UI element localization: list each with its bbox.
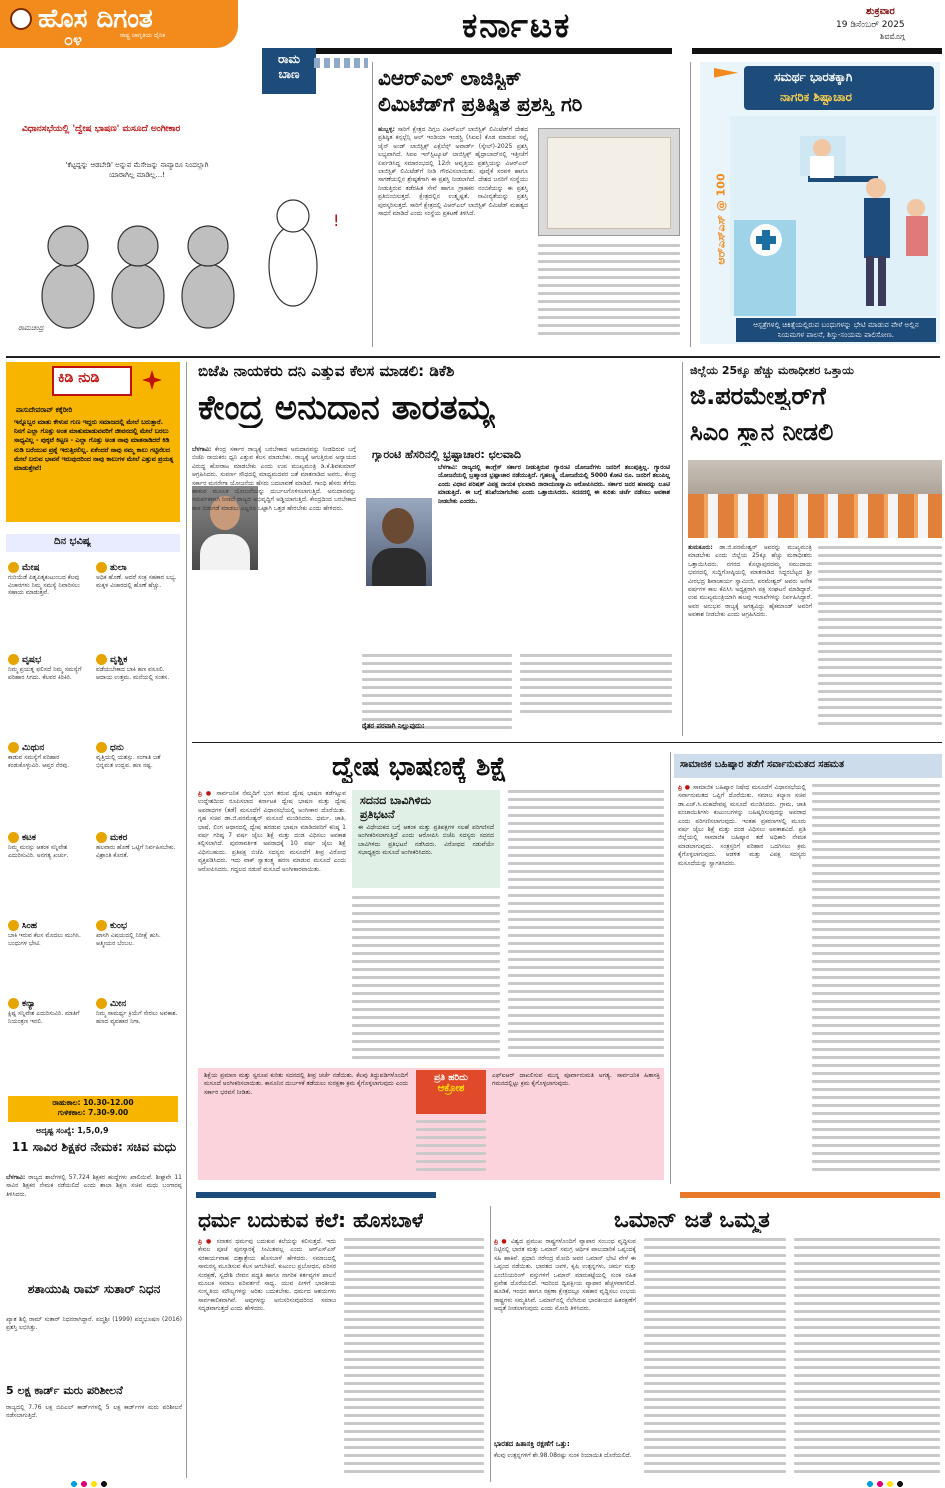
cartoon-speech: 'ಕೆಟ್ಟದ್ದನ್ನು ಆಡಬೇಡಿ' ಅನ್ನುವ ಮೆಸೇಜನ್ನು ನಾವ್ಯಾರೂ ನಿಂದಲ್ಲಾಗಿ ಯಾರಾಗಿಲ್ಲ ಮಾಡಿಲ್ಲ...! <box>65 161 209 179</box>
gulika: ಗುಳಿಕಕಾಲ: 7.30-9.00 <box>57 1108 129 1117</box>
sign-meena: ಮೀನ ನಿಮ್ಮ ಸಾಮರ್ಥ್ಯ ಕ್ರಿಯೆಗೆ ಸೇರಲು ಅವಕಾಶ. ಹಣದ ವ್ಯವಹಾರ ನಿಗಾ. <box>96 999 178 1025</box>
protest-box-text: ಈ ವಿಧೇಯಕದ ಬಗ್ಗೆ ಆತಂಕ ಮತ್ತು ಪ್ರತಿಪಕ್ಷಗಳ ಸಲಹೆ ಪರಿಗಣಿಸದೆ ಅಂಗೀಕರಿಸಲಾಗುತ್ತಿದೆ ಎಂದು ಆರೋಪಿಸಿ ಬಿಜೆಪಿ ಸದಸ್ಯರು ಸದನದ ಬಾವಿಗಿಳಿದು ಪ್ರತಿಭಟನೆ ನಡೆಸಿದರು. ವಿರೋಧದ ನಡುವೆಯೇ ಸಭಾಧ್ಯಕ್ಷರು ಮಸೂದೆ ಅಂಗೀಕರಿಸಿದರು. <box>358 824 494 857</box>
param-article <box>688 362 942 734</box>
hate-column-2 <box>352 896 500 1068</box>
arrow-icon <box>314 58 368 68</box>
cartoon-tag <box>262 48 316 94</box>
hate-body: ಪ್ರಿ ● ಸಾರ್ವಜನಿಕ ನೆಮ್ಮದಿಗೆ ಭಂಗ ತರುವ ದ್ವೇಷ ಭಾಷಣ ತಡೆಗಟ್ಟುವ ಉದ್ದೇಶದಿಂದ ರೂಪಿಸಲಾದ ಕರ್ನಾಟಕ ದ್ವೇಷ ಭಾಷಣ ಮತ್ತು ದ್ವೇಷ ಅಪರಾಧಗಳ (ತಡೆ) ಮಸೂದೆಗೆ ವಿಧಾನಸಭೆಯಲ್ಲಿ ಅಂಗೀಕಾರ ದೊರೆಯಿತು. ಗೃಹ ಸಚಿವ ಡಾ.ಜಿ.ಪರಮೇಶ್ವರ್ ಮಸೂದೆ ಮಂಡಿಸಿದರು. ಧರ್ಮ, ಜಾತಿ, ಭಾಷೆ, ಲಿಂಗ ಆಧಾರದಲ್ಲಿ ದ್ವೇಷ ಹರಡುವ ಭಾಷಣ ಮಾಡಿದವರಿಗೆ ಕನಿಷ್ಠ 1 ವರ್ಷ ಗರಿಷ್ಠ 7 ವರ್ಷ ಜೈಲು ಶಿಕ್ಷೆ ಮತ್ತು ದಂಡ ವಿಧಿಸಲು ಅವಕಾಶ ಕಲ್ಪಿಸಲಾಗಿದೆ. ಪುನರಾವರ್ತಿತ ಅಪರಾಧಕ್ಕೆ 10 ವರ್ಷ ಜೈಲು ಶಿಕ್ಷೆ ವಿಧಿಸಬಹುದು. ಪ್ರತಿಪಕ್ಷ ಬಿಜೆಪಿ ಸದಸ್ಯರು ಮಸೂದೆಗೆ ತೀವ್ರ ವಿರೋಧ ವ್ಯಕ್ತಪಡಿಸಿದರು. ಇದು ವಾಕ್ ಸ್ವಾತಂತ್ರ್ಯ ಹರಣ ಮಾಡುವ ಮಸೂದೆ ಎಂದು ಆರೋಪಿಸಿದರು. ಗದ್ದಲದ ನಡುವೆ ಮಸೂದೆ ಅಂಗೀಕಾರವಾಯಿತು. <box>198 790 346 873</box>
oman-headline: ಒಮಾನ್ ಜತೆ ಒಮ್ಮತ <box>614 1208 770 1233</box>
param-headline-1: ಜಿ.ಪರಮೇಶ್ವರ್‌ಗೆ <box>690 382 826 410</box>
social-headline: ಸಾಮಾಜಿಕ ಬಹಿಷ್ಕಾರ ತಡೆಗೆ ಸರ್ವಾನುಮತದ ಸಹಮತ <box>680 759 844 770</box>
paper-name: ಹೊಸ ದಿಗಂತ <box>38 4 153 34</box>
param-headline-2: ಸಿಎಂ ಸ್ಥಾನ ನೀಡಲಿ <box>690 418 834 446</box>
kidi-author: ವಾಸುದೇವರಾವ್ ಕಕ್ಕೆರೀರಿ <box>16 406 73 414</box>
protest-box-title-2: ಪ್ರತಿಭಟನೆ <box>360 808 395 821</box>
dharma-column-2 <box>344 1238 484 1482</box>
obituary-text: ಖ್ಯಾತ ಶಿಲ್ಪಿ ರಾಮ್ ಸುತಾರ್ ನಿಧನರಾಗಿದ್ದಾರೆ. ಪದ್ಮಶ್ರೀ (1999) ಪದ್ಮಭೂಷಣ (2016) ಪ್ರಶಸ್ತಿ ಲಭಿಸಿತ್ತು. <box>6 1316 182 1332</box>
award-certificate-image <box>538 128 680 236</box>
sign-kumbha: ಕುಂಭ ಖಾಸಗಿ ವಿಷಯದಲ್ಲಿ ನಿರೀಕ್ಷೆ ಹುಸಿ. ಆತ್ಮೀಯರ ಬೆಂಬಲ. <box>96 921 161 947</box>
param-column-2 <box>818 546 942 732</box>
svg-text:!: ! <box>333 211 340 230</box>
hospital-scene <box>730 116 936 316</box>
masthead <box>0 0 945 55</box>
chalavadi-photo <box>366 498 432 586</box>
obituary-article <box>6 1282 182 1380</box>
pink-box-sub: ಎಫ್‌ಐಆರ್ ದಾಖಲಿಸುವ ಮುನ್ನ ಪೂರ್ವಾನುಮತಿ ಅಗತ್ಯ. ಸಾರ್ವಜನಿಕ ಹಿತಾಸಕ್ತಿ ಗಮನದಲ್ಲಿಟ್ಟು ಕ್ರಮ ಕೈಗೊಳ್ಳಲಾಗುವುದು. <box>492 1072 660 1088</box>
social-body: ಪ್ರಿ ● ಸಾಮಾಜಿಕ ಬಹಿಷ್ಕಾರ ನಿಷೇಧ ಮಸೂದೆಗೆ ವಿಧಾನಸಭೆಯಲ್ಲಿ ಸರ್ವಾನುಮತದ ಒಪ್ಪಿಗೆ ದೊರೆಯಿತು. ಸಮಾಜ ಕಲ್ಯಾಣ ಸಚಿವ ಡಾ.ಎಚ್.ಸಿ.ಮಹದೇವಪ್ಪ ಮಸೂದೆ ಮಂಡಿಸಿದರು. ಗ್ರಾಮ, ಜಾತಿ ಪಂಚಾಯಿತಿಗಳು ಕುಟುಂಬಗಳನ್ನು ಬಹಿಷ್ಕರಿಸುವುದನ್ನು ಅಪರಾಧ ಎಂದು ಪರಿಗಣಿಸಲಾಗುವುದು. ಇಂತಹ ಪ್ರಕರಣಗಳಲ್ಲಿ ಮೂರು ವರ್ಷ ಜೈಲು ಶಿಕ್ಷೆ ಮತ್ತು ದಂಡ ವಿಧಿಸಲು ಅವಕಾಶವಿದೆ. ಪ್ರತಿ ಜಿಲ್ಲೆಯಲ್ಲಿ ಸಾಮಾಜಿಕ ಬಹಿಷ್ಕಾರ ತಡೆ ಅಧಿಕಾರಿ ನೇಮಕ ಮಾಡಲಾಗುವುದು. ಸಂತ್ರಸ್ತರಿಗೆ ಪರಿಹಾರ ಒದಗಿಸಲು ಕ್ರಮ ಕೈಗೊಳ್ಳಲಾಗುವುದು. ಆಡಳಿತ ಮತ್ತು ವಿಪಕ್ಷ ಸದಸ್ಯರು ಮಸೂದೆಯನ್ನು ಸ್ವಾಗತಿಸಿದರು. <box>678 784 806 867</box>
social-column-2 <box>812 784 940 1180</box>
dharma-headline: ಧರ್ಮ ಬದುಕುವ ಕಲೆ: ಹೊಸಬಾಳೆ <box>198 1208 424 1232</box>
protest-badge <box>416 1070 486 1114</box>
hate-article <box>192 748 666 1184</box>
sign-mesha: ಮೇಷ ಗುರಿಯೆಡೆ ಪಿತೃಪಿತೃಕುಟುಂಬದ ಕೆಲವು ವಿಚಾರಗಳು ನಿಮ್ಮ ಸಮಸ್ಯೆ ನಿವಾರಿಸಲು ಸಹಾಯ ಮಾಡುತ್ತವೆ. <box>8 563 80 597</box>
simha-icon <box>8 920 19 931</box>
kanya-icon <box>8 998 19 1009</box>
logistics-body <box>378 126 528 344</box>
oman-column-2 <box>644 1238 786 1482</box>
ad-title-2: ನಾಗರಿಕ ಶಿಷ್ಟಾಚಾರ <box>780 90 852 104</box>
kidi-text: ಇನ್ನೊಬ್ಬರ ಮಾತು ಕೇಳುವ ಗುಣ ಇದ್ದರು ಸಮಾಜದಲ್ಲಿ ಮೇಲೆ ಬರುತ್ತಾರೆ. ನಿನಗೆ ಎಲ್ಲಾ ಗೊತ್ತು ಅಂತ ಮಾತುಮಾಡುವವರಿಗೆ ಜೀವನದಲ್ಲಿ ಮೇಲೆ ಬರಲು ಸಾಧ್ಯವಿಲ್ಲ - ಪುಕ್ಕಟೆ ಕಿಟ್ಟಣ - ಎಲ್ಲಾ ಗೊತ್ತು ಅಂತ ನಾವು ಮಾತನಾಡಿದರೆ ಕಿಡಿ ನುಡಿ ಬರೆಯುವ ಪ್ರಶ್ನೆ ಇರುತ್ತಿರಲಿಲ್ಲ. ಏಕೆಂದರೆ ನಾವು ನಮ್ಮ ಕಾಲು ಗಟ್ಟಿನೆಲದ ಮೇಲೆ ಬರುವ ಭಾವನೆ ಇರುವುದರಿಂದ ನಾವು ಕಾಲುಗಳ ಮೇಲೆ ಎತ್ತುವ ಪ್ರಯತ್ನ ಮಾಡುತ್ತೇವೆ! <box>14 418 174 473</box>
ration-headline: 5 ಲಕ್ಷ ಕಾರ್ಡ್ ಮರು ಪರಿಶೀಲನೆ <box>6 1384 123 1397</box>
sign-tula: ತುಲಾ ಅಧಿಕ ಹೊಣೆ. ಆದರೆ ಸಂಕ್ರ ಸಹಕಾರ ಲಭ್ಯ. ಮಕ್ಕಳ ವಿಚಾರದಲ್ಲಿ ಹೊಣೆ ಹೆಚ್ಚು. <box>96 563 177 589</box>
rahukala-box <box>8 1096 178 1122</box>
seers-photo <box>688 460 942 538</box>
grant-pull-label: ರೈತರ ಪರವಾಗಿ ನಿಲ್ಲುವುದು: <box>362 722 425 730</box>
section-underline <box>262 48 672 54</box>
horoscope-title: ದಿನ ಭವಿಷ್ಯ <box>54 536 91 547</box>
logistics-article <box>378 66 686 346</box>
oman-stat: ಕೆಲವು ಉತ್ಪನ್ನಗಳಿಗೆ ಶೇ.98.08ರಷ್ಟು ಸುಂಕ ರಿಯಾಯಿತಿ ದೊರೆಯಲಿದೆ. <box>494 1452 632 1459</box>
ration-article <box>6 1384 182 1482</box>
flag-icon <box>714 68 738 84</box>
lucky-number: ಅದೃಷ್ಟ ಸಂಖ್ಯೆ: 1,5,0,9 <box>36 1126 109 1135</box>
oman-column-3 <box>794 1238 940 1482</box>
hate-headline: ದ್ವೇಷ ಭಾಷಣಕ್ಕೆ ಶಿಕ್ಷೆ <box>332 752 508 782</box>
section-underline-2 <box>692 48 942 54</box>
vrishchika-icon <box>96 654 107 665</box>
city: ಶಿವಮೊಗ್ಗ <box>880 32 905 41</box>
protest-badge-2: ಆಕ್ರೋಶ <box>437 1083 465 1094</box>
civic-ad <box>700 62 940 344</box>
sign-vrishchika: ವೃಶ್ಚಿಕ ಪಡೆಯಬೇಕಾದ ಬಾಕಿ ಹಣ ವಸೂಲಿ. ಆದಾಯ ಉತ್ತಮ. ಮನೆಯಲ್ಲಿ ಸಂತಸ. <box>96 655 170 681</box>
ad-title-1: ಸಮರ್ಥ ಭಾರತಕ್ಕಾಗಿ <box>774 70 853 84</box>
cartoon-tag-line1: ರಾಮ <box>278 52 300 66</box>
oman-subhead: ಭಾರತದ ಹಿತಾಸಕ್ತಿ ರಕ್ಷಣೆಗೆ ಒತ್ತು: <box>494 1440 570 1448</box>
kumbha-icon <box>96 920 107 931</box>
print-registration-marks-right <box>866 1480 926 1488</box>
pink-box <box>198 1068 664 1180</box>
vrishabha-icon <box>8 654 19 665</box>
pink-box-text: ಶಿಕ್ಷೆಯ ಪ್ರಮಾಣ ಮತ್ತು ಸ್ವರೂಪ ಕುರಿತು ಸದನದಲ್ಲಿ ತೀವ್ರ ಚರ್ಚೆ ನಡೆಯಿತು. ಕೆಲವು ತಿದ್ದುಪಡಿಗಳೊಂದಿಗೆ ಮಸೂದೆ ಅಂಗೀಕರಿಸಲಾಯಿತು. ಕಾನೂನಿನ ದುರ್ಬಳಕೆ ತಡೆಯಲು ಸುರಕ್ಷತಾ ಕ್ರಮ ಕೈಗೊಳ್ಳಲಾಗುವುದು ಎಂದು ಸರ್ಕಾರ ಭರವಸೆ ನೀಡಿತು. <box>204 1072 408 1096</box>
protest-badge-1: ಪ್ರತಿ ಹರಿದು <box>434 1073 468 1083</box>
social-article <box>674 752 942 1184</box>
protest-box-title-1: ಸದನದ ಬಾವಿಗಿಳಿದು <box>360 794 432 807</box>
ad-body: ಆಸ್ಪತ್ರೆಗಳಲ್ಲಿ ಚಿಕಿತ್ಸೆಯಲ್ಲಿರುವ ಬಂಧುಗಳನ್ನು ಭೇಟಿ ಮಾಡುವ ವೇಳೆ ಅಲ್ಲಿನ ನಿಯಮಗಳ ಪಾಲನೆ, ಶಿಸ್ತು-ಸಂಯಮ ಪಾಲಿಸೋಣ. <box>736 318 936 342</box>
section-title: ಕರ್ನಾಟಕ <box>462 6 572 46</box>
logo-emblem-icon <box>10 8 32 30</box>
mithuna-icon <box>8 742 19 753</box>
cartoon-tag-line2: ಬಾಣ <box>278 67 300 81</box>
divider-gray <box>196 1192 436 1198</box>
pink-box-lines <box>416 1120 486 1176</box>
makara-icon <box>96 832 107 843</box>
guarantee-headline: ಗ್ಯಾರಂಟಿ ಹೆಸರಿನಲ್ಲಿ ಭ್ರಷ್ಟಾಚಾರ: ಛಲವಾದಿ <box>372 448 521 461</box>
day: ಶುಕ್ರವಾರ <box>866 6 895 17</box>
cartoon-artist: ರಾಮಚಂದ್ರ <box>18 324 44 332</box>
sign-kanya: ಕನ್ಯಾ ಕ್ಲಿಷ್ಟ ಸನ್ನಿವೇಶ ಎದುರಿಸುವಿರಿ. ಮಾತಿಗೆ ನಿಯಂತ್ರಣ ಇರಲಿ. <box>8 999 80 1025</box>
grant-kicker: ಬಿಜೆಪಿ ನಾಯಕರು ದನಿ ಎತ್ತುವ ಕೆಲಸ ಮಾಡಲಿ: ಡಿಕೆಶಿ <box>198 362 455 380</box>
grant-article <box>192 362 676 734</box>
cartoon-caption: ವಿಧಾನಸಭೆಯಲ್ಲಿ 'ದ್ವೇಷ ಭಾಷಣ' ಮಸೂದೆ ಅಂಗೀಕಾರ <box>22 124 181 134</box>
param-kicker: ಜಿಲ್ಲೆಯ 25ಕ್ಕೂ ಹೆಚ್ಚು ಮಠಾಧೀಶರ ಒತ್ತಾಯ <box>690 364 854 377</box>
logistics-dateline: ಹುಬ್ಬಳ್ಳಿ: <box>378 126 395 133</box>
kataka-icon <box>8 832 19 843</box>
logistics-headline-2: ಲಿಮಿಟೆಡ್‌ಗೆ ಪ್ರತಿಷ್ಠಿತ ಪ್ರಶಸ್ತಿ ಗರಿ <box>378 92 583 116</box>
teachers-body: ಬೆಳಗಾವಿ: ರಾಜ್ಯದ ಶಾಲೆಗಳಲ್ಲಿ 57,724 ಶಿಕ್ಷಕರ ಹುದ್ದೆಗಳು ಖಾಲಿಯಿವೆ. ಶೀಘ್ರವೇ 11 ಸಾವಿರ ಶಿಕ್ಷಕರ ನೇಮಕ ನಡೆಯಲಿದೆ ಎಂದು ಶಾಲಾ ಶಿಕ್ಷಣ ಸಚಿವ ಮಧು ಬಂಗಾರಪ್ಪ ತಿಳಿಸಿದರು. <box>6 1174 182 1198</box>
grant-column-3 <box>520 654 672 722</box>
cartoon-drawing <box>18 196 358 336</box>
sign-simha: ಸಿಂಹ ಬಾಕಿ ಇರುವ ಕೆಲಸ ಮೊದಲು ಮುಗಿಸಿ. ಬಂಧುಗಳ ಭೇಟಿ. <box>8 921 81 947</box>
teachers-article <box>6 1140 182 1220</box>
print-registration-marks <box>70 1480 130 1488</box>
logistics-column-2 <box>538 244 680 344</box>
sign-kataka: ಕಟಕ ನಿಮ್ಮ ಮನಸ್ಸು ಆತಂಕ ಸನ್ನಿವೇಶ ಎದುರಿಸುವಿರಿ. ಅನಗತ್ಯ ಖರ್ಚು. <box>8 833 69 859</box>
kidi-box <box>6 362 180 522</box>
obituary-headline: ಶತಾಯುಷಿ ರಾಮ್ ಸುತಾರ್ ನಿಧನ <box>27 1282 161 1296</box>
ration-text: ರಾಜ್ಯದಲ್ಲಿ 7.76 ಲಕ್ಷ ಬಿಪಿಎಲ್ ಕಾರ್ಡ್‌ಗಳಲ್ಲಿ 5 ಲಕ್ಷ ಕಾರ್ಡ್‌ಗಳ ಮರು ಪರಿಶೀಲನೆ ನಡೆಸಲಾಗುತ್ತಿದೆ. <box>6 1404 182 1420</box>
camera-photo: ಪ್ರಿ ● <box>198 790 213 797</box>
ad-side-text: ಆರ್‌ಎಸ್‌ಎಸ್ @ 100 <box>714 173 728 265</box>
guarantee-body: ಬೆಳಗಾವಿ: ರಾಜ್ಯದಲ್ಲಿ ಕಾಂಗ್ರೆಸ್ ಸರ್ಕಾರ ನೀಡುತ್ತಿರುವ ಗ್ಯಾರಂಟಿ ಯೋಜನೆಗಳು ಜನರಿಗೆ ತಲುಪುತ್ತಿಲ್ಲ. ಗ್ಯಾರಂಟಿ ಯೋಜನೆಯಲ್ಲಿ ಬ್ರಹ್ಮಾಂಡ ಭ್ರಷ್ಟಾಚಾರ ನಡೆಯುತ್ತಿದೆ. ಗೃಹಲಕ್ಷ್ಮಿ ಯೋಜನೆಯಲ್ಲಿ 5000 ಕೋಟಿ ರೂ. ಜನರಿಗೆ ತಲುಪಿಲ್ಲ ಎಂದು ವಿಧಾನ ಪರಿಷತ್ ವಿಪಕ್ಷ ನಾಯಕ ಛಲವಾದಿ ನಾರಾಯಣಸ್ವಾಮಿ ಆರೋಪಿಸಿದರು. ಸರ್ಕಾರ ಜನರ ಹಣವನ್ನು ಲೂಟಿ ಮಾಡುತ್ತಿದೆ. ಈ ಬಗ್ಗೆ ತನಿಖೆಯಾಗಬೇಕು ಎಂದು ಒತ್ತಾಯಿಸಿದರು. ಸದನದಲ್ಲಿ ಈ ಕುರಿತು ಚರ್ಚೆ ನಡೆಸಲು ಅವಕಾಶ ನೀಡಬೇಕು ಎಂದರು. <box>438 464 670 505</box>
cartoon-panel <box>8 100 368 340</box>
sign-dhanu: ಧನು ವೃತ್ತಿಯಲ್ಲಿ ಯಶಸ್ಸು. ಸಂಗಾತಿ ಜತೆ ಭಿನ್ನಮತ ಉದ್ಭವ. ಹಣ ನಷ್ಟ. <box>96 743 161 769</box>
paper-tagline: ರಾಷ್ಟ್ರ ಜಾಗೃತಿಯ ದೈನಿಕ <box>120 32 166 39</box>
date: 19 ಡಿಸೆಂಬರ್ 2025 <box>836 20 905 30</box>
spark-icon <box>142 370 162 390</box>
sign-makara: ಮಕರ ಹಲವಾರು ಹೊಣೆ ಒಟ್ಟಿಗೆ ನಿರ್ವಹಿಸಬೇಕು. ವಿಶ್ರಾಂತಿ ಕೊರತೆ. <box>96 833 176 859</box>
divider-orange <box>680 1192 940 1198</box>
meena-icon <box>96 998 107 1009</box>
protest-box <box>352 790 500 888</box>
guarantee-box <box>362 446 674 646</box>
oman-article <box>494 1204 942 1484</box>
mesha-icon <box>8 562 19 573</box>
kidi-title: ಕಿಡಿ ನುಡಿ <box>58 370 100 386</box>
sign-vrishabha: ವೃಷಭ ನಿಮ್ಮ ಪ್ರಯತ್ನ ಫಲಿಸದೆ ನಿಮ್ಮ ಸಮಸ್ಯೆಗೆ ಪರಿಹಾರ ಸಿಗದು. ಕೆಲವರ ಕಿರಿಕಿರಿ. <box>8 655 82 681</box>
grant-column-2 <box>362 654 512 732</box>
rahukala: ರಾಹುಕಾಲ: 10.30-12.00 <box>52 1098 134 1107</box>
grant-headline: ಕೇಂದ್ರ ಅನುದಾನ ತಾರತಮ್ಯ <box>198 388 495 428</box>
dharma-article <box>192 1204 488 1484</box>
dhanu-icon <box>96 742 107 753</box>
logistics-headline-1: ವಿಆರ್‌ಎಲ್ ಲಾಜಿಸ್ಟಿಕ್ <box>378 66 522 90</box>
hate-column-3 <box>508 790 664 1068</box>
oman-body: ಪ್ರಿ ● ವಿಶ್ವದ ಪ್ರಮುಖ ರಾಷ್ಟ್ರಗಳೊಂದಿಗೆ ವ್ಯಾಪಾರ ಸಂಬಂಧ ವೃದ್ಧಿಸುವ ನಿಟ್ಟಿನಲ್ಲಿ ಭಾರತ ಮತ್ತು ಒಮಾನ್ ಸಮಗ್ರ ಆರ್ಥಿಕ ಪಾಲುದಾರಿಕೆ ಒಪ್ಪಂದಕ್ಕೆ ಸಹಿ ಹಾಕಿವೆ. ಪ್ರಧಾನಿ ನರೇಂದ್ರ ಮೋದಿ ಅವರ ಒಮಾನ್ ಭೇಟಿ ವೇಳೆ ಈ ಒಪ್ಪಂದ ನಡೆಯಿತು. ಭಾರತದ ಜವಳಿ, ಕೃಷಿ ಉತ್ಪನ್ನಗಳು, ಚರ್ಮ ಮತ್ತು ಎಂಜಿನಿಯರಿಂಗ್ ವಸ್ತುಗಳಿಗೆ ಒಮಾನ್ ಮಾರುಕಟ್ಟೆಯಲ್ಲಿ ಸುಂಕ ರಹಿತ ಪ್ರವೇಶ ದೊರೆಯಲಿದೆ. ಇದರಿಂದ ದ್ವಿಪಕ್ಷೀಯ ವ್ಯಾಪಾರ ಹೆಚ್ಚಳವಾಗಲಿದೆ. ಹೂಡಿಕೆ, ಇಂಧನ ಹಾಗೂ ರಕ್ಷಣಾ ಕ್ಷೇತ್ರದಲ್ಲೂ ಸಹಕಾರ ವೃದ್ಧಿಸಲು ಉಭಯ ರಾಷ್ಟ್ರಗಳು ಸಮ್ಮತಿಸಿವೆ. ಒಮಾನ್‌ನಲ್ಲಿ ನೆಲೆಸಿರುವ ಭಾರತೀಯರ ಹಿತರಕ್ಷಣೆಗೆ ಆದ್ಯತೆ ನೀಡಲಾಗುವುದು ಎಂದು ಮೋದಿ ತಿಳಿಸಿದರು. <box>494 1238 636 1313</box>
dharma-body: ಪ್ರಿ ● ಸನಾತನ ಧರ್ಮವು ಬದುಕುವ ಕಲೆಯನ್ನು ಕಲಿಸುತ್ತದೆ. ಇದು ಕೇವಲ ಪೂಜೆ ಪುನಸ್ಕಾರಕ್ಕೆ ಸೀಮಿತವಲ್ಲ ಎಂದು ಆರ್‌ಎಸ್‌ಎಸ್ ಸರಕಾರ್ಯವಾಹ ದತ್ತಾತ್ರೇಯ ಹೊಸಬಾಳೆ ಹೇಳಿದರು. ಸಮಾಜದಲ್ಲಿ ಸಾಮರಸ್ಯ ಮೂಡಿಸುವ ಕೆಲಸ ಆಗಬೇಕಿದೆ. ಕುಟುಂಬ ಪ್ರಬೋಧನ, ಪರಿಸರ ಸಂರಕ್ಷಣೆ, ಸ್ವದೇಶಿ ಜೀವನ ಪದ್ಧತಿ ಹಾಗೂ ನಾಗರಿಕ ಕರ್ತವ್ಯಗಳ ಪಾಲನೆ ಮೂಲಕ ಸಮಾಜ ಪರಿವರ್ತನೆ ಸಾಧ್ಯ. ಯುವ ಪೀಳಿಗೆ ಭಾರತೀಯ ಸಂಸ್ಕೃತಿಯ ಮೌಲ್ಯಗಳನ್ನು ಅರಿತು ಬದುಕಬೇಕು. ಧರ್ಮದ ಆಶಯಗಳು ಸಾರ್ವಕಾಲಿಕವಾಗಿವೆ. ಅವುಗಳನ್ನು ಅನುಸರಿಸುವುದರಿಂದ ಸಮಾಜ ಸದೃಢವಾಗುತ್ತದೆ ಎಂದು ಹೇಳಿದರು. <box>198 1238 336 1313</box>
logistics-text: ಸಾರಿಗೆ ಕ್ಷೇತ್ರದ ದಿಗ್ಗಜ ವಿಆರ್‌ಎಲ್ ಲಾಜಿಸ್ಟಿಕ್ ಲಿಮಿಟೆಡ್‌ಗೆ ದೇಶದ ಪ್ರತಿಷ್ಠಿತ ಕನ್ಸಲ್ಟೆನ್ಸಿ ಆಲ್ ಇಂಡಿಯಾ ಇಂಡಸ್ಟ್ರಿ (ಸಿಐಐ) ಕೊಡ ಮಾಡುವ ಸಪ್ಲೈ ಚೈನ್ ಅಂಡ್ ಲಾಜಿಸ್ಟಿಕ್ಸ್ ಎಕ್ಸೆಲೆನ್ಸ್ ಅವಾರ್ಡ್ (ಸ್ಕೇಲ್)-2025 ಪ್ರಶಸ್ತಿ ಲಭ್ಯವಾಗಿದೆ. ಸಿಐಐ ಇನ್‌ಸ್ಟಿಟ್ಯೂಟ್ ಲಾಜಿಸ್ಟಿಕ್ಸ್ ಹೈದ್ರಾಬಾದ್‌ನಲ್ಲಿ ಇತ್ತೀಚೆಗೆ ಏರ್ಪಡಿಸಿದ್ದ ಸಮಾರಂಭದಲ್ಲಿ 12ನೇ ಆವೃತ್ತಿಯ ಪ್ರಶಸ್ತಿಯನ್ನು ವಿಆರ್‌ಎಲ್ ಲಾಜಿಸ್ಟಿಕ್ ಲಿಮಿಟೆಡ್‌ಗೆ ನೀಡಿ ಗೌರವಿಸಲಾಯಿತು. ಪೂರೈಕೆ ಸರಪಳಿ ಹಾಗೂ ಸಾಗಣೆಯಲ್ಲಿನ ಶ್ರೇಷ್ಠತೆಗಾಗಿ ಈ ಪ್ರಶಸ್ತಿ ನೀಡಲಾಗಿದೆ. ದೇಶದ ಜನರಿಗೆ ಸಂಸ್ಥೆಯು ನೀಡುತ್ತಿರುವ ತಡೆರಹಿತ ಸೇವೆ ಹಾಗೂ ಗ್ರಾಹಕರ ನಂಬಿಕೆಯನ್ನು ಈ ಪ್ರಶಸ್ತಿ ಪ್ರತಿಬಿಂಬಿಸುತ್ತದೆ. ಕ್ಷೇತ್ರದಲ್ಲಿನ ಉತ್ಕೃಷ್ಟತೆ, ನಾವೀನ್ಯತೆಯನ್ನು ಪ್ರಶಸ್ತಿ ಪುರಸ್ಕರಿಸುತ್ತದೆ. ಸಾರಿಗೆ ಕ್ಷೇತ್ರದಲ್ಲಿ ವಿಆರ್‌ಎಲ್ ಲಾಜಿಸ್ಟಿಕ್ ಲಿಮಿಟೆಡ್ ಮಹತ್ವದ ಸಾಧನೆ ಮಾಡಿದೆ ಎಂದು ಸಂಸ್ಥೆಯ ಪ್ರಕಟಣೆ ತಿಳಿಸಿದೆ. <box>378 126 528 218</box>
page-number: ೦೪ <box>64 30 82 49</box>
teachers-headline: 11 ಸಾವಿರ ಶಿಕ್ಷಕರ ನೇಮಕ: ಸಚಿವ ಮಧು <box>11 1140 177 1154</box>
tula-icon <box>96 562 107 573</box>
grant-body: ಬೆಳಗಾವಿ: ಕೇಂದ್ರ ಸರ್ಕಾರ ರಾಜ್ಯಕ್ಕೆ ಬರಬೇಕಾದ ಅನುದಾನವನ್ನು ನೀಡದಿರುವ ಬಗ್ಗೆ ಬಿಜೆಪಿ ನಾಯಕರು ಧ್ವನಿ ಎತ್ತುವ ಕೆಲಸ ಮಾಡಬೇಕು. ರಾಜ್ಯಕ್ಕೆ ಆಗುತ್ತಿರುವ ಅನ್ಯಾಯದ ವಿರುದ್ಧ ಹೋರಾಟ ಮಾಡಬೇಕು ಎಂದು ಉಪ ಮುಖ್ಯಮಂತ್ರಿ ಡಿ.ಕೆ.ಶಿವಕುಮಾರ್ ಆಗ್ರಹಿಸಿದರು. ಸುವರ್ಣ ಸೌಧದಲ್ಲಿ ಮಾಧ್ಯಮದವರ ಜತೆ ಮಾತನಾಡಿದ ಅವರು, ಕೇಂದ್ರ ಸರ್ಕಾರ ಮನರೇಗಾ ಯೋಜನೆಯ ಹೆಸರು ಬದಲಾವಣೆ ಮಾಡಿದೆ. ಗಾಂಧಿ ಹೆಸರು ತೆಗೆದು ಹಾಕುವ ಮೂಲಕ ಯೋಜನೆಯನ್ನು ದುರ್ಬಲಗೊಳಿಸಲಾಗುತ್ತಿದೆ. ಅನುದಾನವನ್ನು ಸಮರ್ಪಕವಾಗಿ ನೀಡದೆ ರಾಜ್ಯದ ಅಭಿವೃದ್ಧಿಗೆ ಅಡ್ಡಿಯಾಗುತ್ತಿದೆ. ಕೇಂದ್ರದಿಂದ ಬರಬೇಕಾದ ಹಣ ಬಿಡುಗಡೆ ಮಾಡಲು ಎಲ್ಲರೂ ಒಟ್ಟಾಗಿ ಒತ್ತಡ ಹೇರಬೇಕು ಎಂದು ಹೇಳಿದರು. <box>192 446 356 512</box>
sign-mithuna: ಮಿಥುನ ಕಾಡುವ ಸಮಸ್ಯೆಗೆ ಪರಿಹಾರ ಕಂಡುಕೊಳ್ಳುವಿರಿ. ಆಪ್ತರ ನೆರವು. <box>8 743 70 769</box>
horoscope-header <box>6 534 180 552</box>
param-body: ತುಮಕೂರು: ಡಾ.ಜಿ.ಪರಮೇಶ್ವರ್ ಅವರನ್ನು ಮುಖ್ಯಮಂತ್ರಿ ಮಾಡಬೇಕು ಎಂದು ಜಿಲ್ಲೆಯ 25ಕ್ಕೂ ಹೆಚ್ಚು ಮಠಾಧೀಶರು ಒತ್ತಾಯಿಸಿದರು. ನಗರದ ಕೊಲ್ಲಾಪುರದಮ್ಮ ಸಮುದಾಯ ಭವನದಲ್ಲಿ ಸುದ್ದಿಗೋಷ್ಠಿಯಲ್ಲಿ ಮಾತನಾಡಿದ ಸಿದ್ದರಬೆಟ್ಟದ ಶ್ರೀ ವೀರಭದ್ರ ಶಿವಾಚಾರ್ಯ ಸ್ವಾಮೀಜಿ, ಪರಮೇಶ್ವರ್ ಅವರು ಅನೇಕ ವರ್ಷಗಳ ಕಾಲ ಕೆಪಿಸಿಸಿ ಅಧ್ಯಕ್ಷರಾಗಿ ಪಕ್ಷ ಸಂಘಟನೆ ಮಾಡಿದ್ದಾರೆ. ಉಪ ಮುಖ್ಯಮಂತ್ರಿಯಾಗಿ ಹಲವು ಇಲಾಖೆಗಳನ್ನು ನಿರ್ವಹಿಸಿದ್ದಾರೆ. ಅವರ ಅನುಭವ ರಾಜ್ಯಕ್ಕೆ ಅಗತ್ಯವಿದ್ದು ಹೈಕಮಾಂಡ್ ಅವರಿಗೆ ಅವಕಾಶ ನೀಡಬೇಕು ಎಂದು ಆಗ್ರಹಿಸಿದರು. <box>688 544 812 619</box>
